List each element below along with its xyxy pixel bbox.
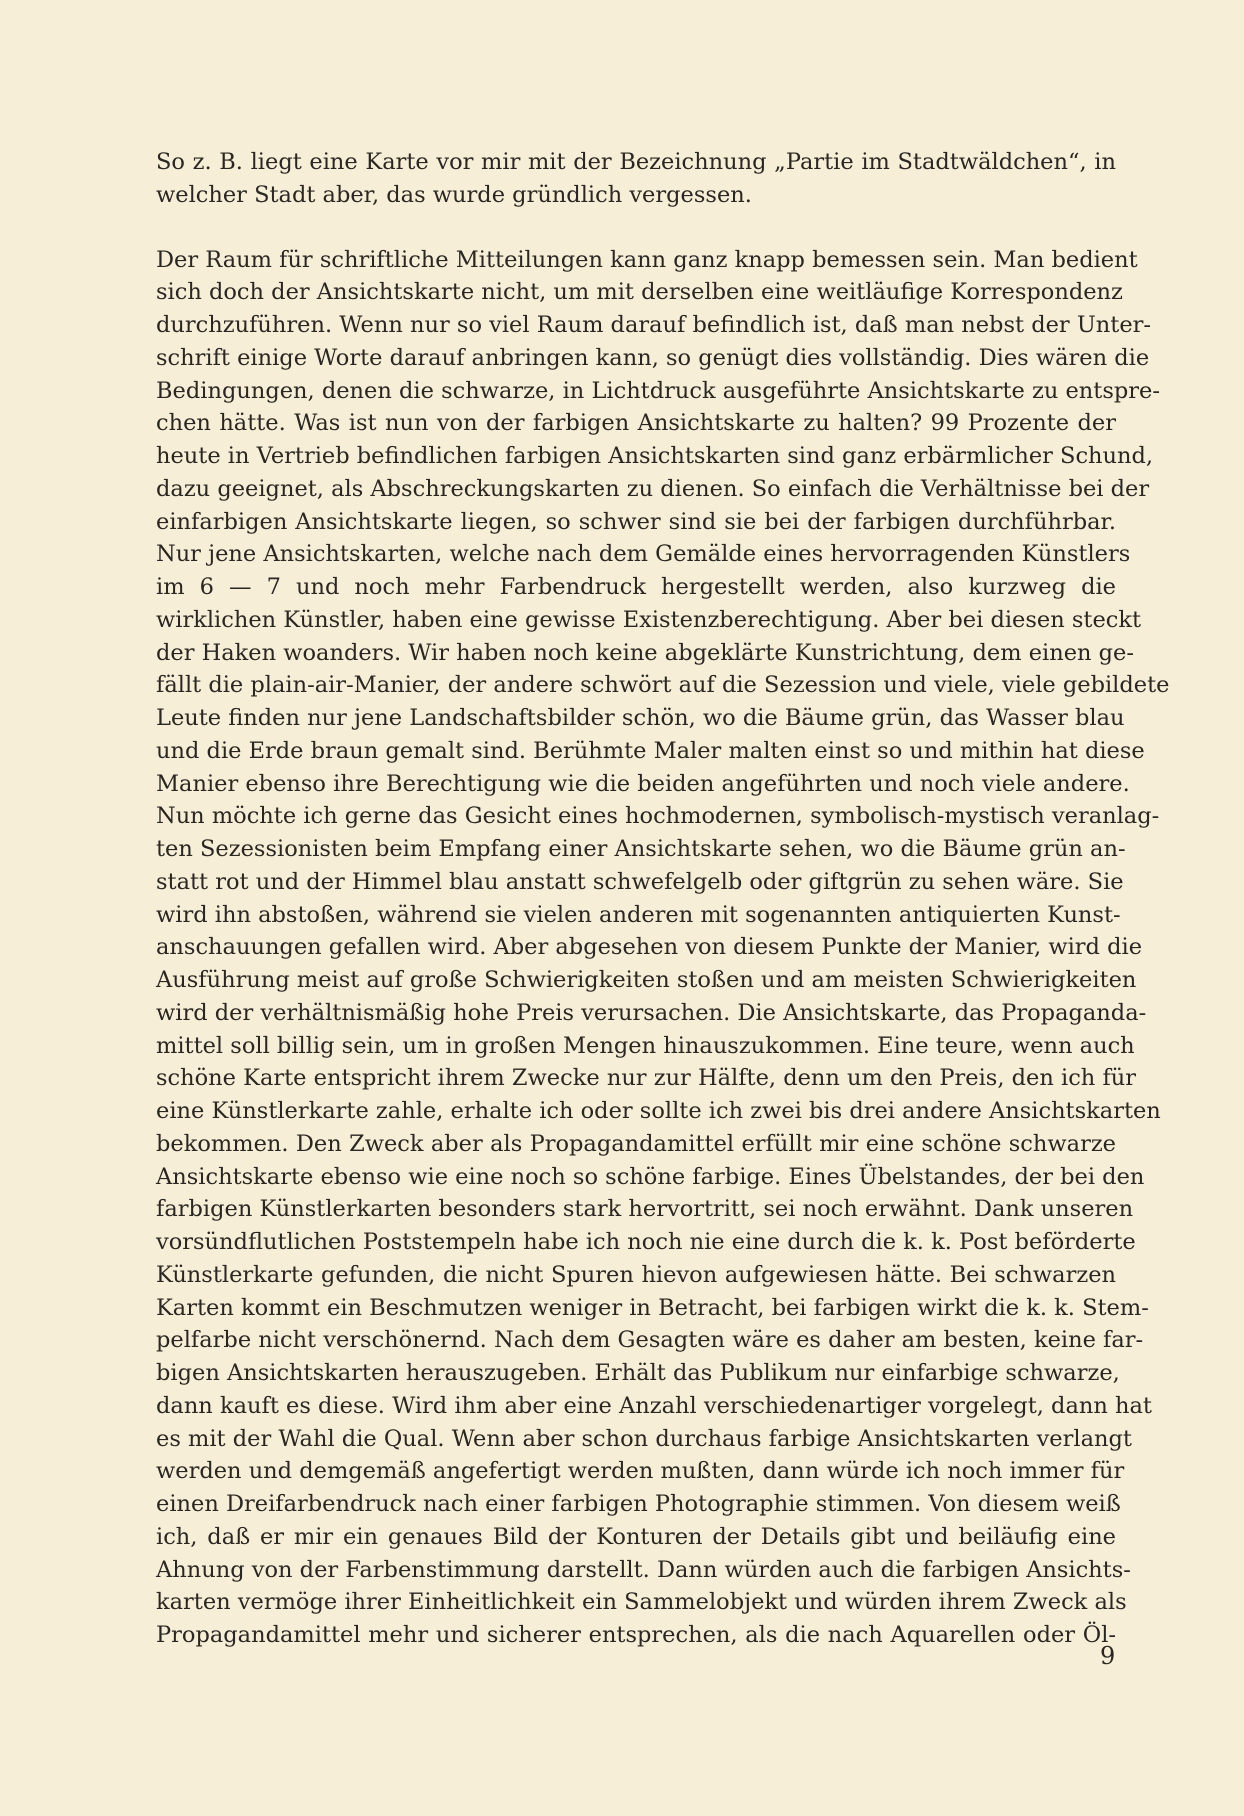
text-line: sich doch der Ansichtskarte nicht, um mit derselben eine weitläufige Korrespondenz (156, 279, 1123, 306)
paragraph-gap (156, 212, 1116, 244)
text-line: wird ihn abstoßen, während sie vielen anderen mit sogenannten antiquierten Kunst- (156, 901, 1121, 928)
text-line: Ahnung von der Farbenstimmung darstellt. Dann würden auch die farbigen Ansichts- (156, 1556, 1131, 1583)
text-line: mittel soll billig sein, um in großen Mengen hinauszukommen. Eine teure, wenn auch (156, 1032, 1135, 1059)
text-line: eine Künstlerkarte zahle, erhalte ich oder sollte ich zwei bis drei andere Ansichtskarten (156, 1098, 1161, 1124)
text-line: durchzuführen. Wenn nur so viel Raum darauf befindlich ist, daß man nebst der Unter- (156, 312, 1151, 338)
text-line: Leute finden nur jene Landschaftsbilder schön, wo die Bäume grün, das Wasser blau (156, 705, 1125, 731)
text-line: Ausführung meist auf große Schwierigkeiten stoßen und am meisten Schwierigkeiten (156, 967, 1137, 993)
text-line: So z. B. liegt eine Karte vor mir mit der Bezeichnung „Partie im Stadtwäldchen“, in (156, 149, 1116, 175)
text-line: der Haken woanders. Wir haben noch keine abgeklärte Kunstrichtung, dem einen ge- (156, 639, 1134, 666)
text-line: vorsündflutlichen Poststempeln habe ich noch nie eine durch die k. k. Post beförderte (156, 1229, 1136, 1255)
text-line: heute in Vertrieb befindlichen farbigen Ansichtskarten sind ganz erbärmlicher Schund, (156, 443, 1154, 469)
text-line: farbigen Künstlerkarten besonders stark hervortritt, sei noch erwähnt. Dank unseren (156, 1196, 1134, 1223)
text-line: schöne Karte entspricht ihrem Zwecke nur zur Hälfte, denn um den Preis, den ich für (156, 1065, 1137, 1092)
page-number: 9 (1100, 1642, 1116, 1670)
text-line: anschauungen gefallen wird. Aber abgesehen von diesem Punkte der Manier, wird die (156, 934, 1143, 961)
text-line: einen Dreifarbendruck nach einer farbigen Photographie stimmen. Von diesem weiß (156, 1491, 1121, 1517)
text-line: dazu geeignet, als Abschreckungskarten zu dienen. So einfach die Verhältnisse bei der (156, 475, 1150, 502)
text-line: Ansichtskarte ebenso wie eine noch so schöne farbige. Eines Übelstandes, der bei den (156, 1163, 1145, 1190)
text-line: dann kauft es diese. Wird ihm aber eine Anzahl verschiedenartiger vorgelegt, dann hat (156, 1392, 1152, 1419)
text-line: statt rot und der Himmel blau anstatt schwefelgelb oder giftgrün zu sehen wäre. Sie (156, 868, 1124, 895)
text-line: welcher Stadt aber, das wurde gründlich vergessen. (156, 181, 752, 208)
paragraph-2 (156, 244, 1170, 1652)
text-line: werden und demgemäß angefertigt werden mußten, dann würde ich noch immer für (156, 1458, 1125, 1485)
text-line: Nun möchte ich gerne das Gesicht eines hochmodernen, symbolisch-mystisch veranlag- (156, 803, 1160, 830)
text-line: es mit der Wahl die Qual. Wenn aber schon durchaus farbige Ansichtskarten verlangt (156, 1425, 1132, 1452)
text-line: Nur jene Ansichtskarten, welche nach dem Gemälde eines hervorragenden Künstlers (156, 541, 1131, 568)
text-line: Künstlerkarte gefunden, die nicht Spuren hievon aufgewiesen hätte. Bei schwarzen (156, 1261, 1116, 1288)
text-line: bigen Ansichtskarten herauszugeben. Erhält das Publikum nur einfarbige schwarze, (156, 1360, 1120, 1386)
text-line: einfarbigen Ansichtskarte liegen, so schwer sind sie bei der farbigen durchführbar. (156, 508, 1116, 535)
text-line: Manier ebenso ihre Berechtigung wie die beiden angeführten und noch viele andere. (156, 770, 1130, 797)
text-line: schrift einige Worte darauf anbringen kann, so genügt dies vollständig. Dies wären die (156, 344, 1150, 371)
text-line: und die Erde braun gemalt sind. Berühmte Maler malten einst so und mithin hat diese (156, 737, 1145, 764)
text-line: fällt die plain-air-Manier, der andere schwört auf die Sezession und viele, viele gebildete (156, 672, 1170, 699)
text-line: bekommen. Den Zweck aber als Propagandamittel erfüllt mir eine schöne schwarze (156, 1130, 1116, 1157)
text-line: ich, daß er mir ein genaues Bild der Konturen der Details gibt und beiläufig eine (156, 1523, 1116, 1550)
text-line: chen hätte. Was ist nun von der farbigen Ansichtskarte zu halten? 99 Prozente der (156, 410, 1116, 437)
text-line: Bedingungen, denen die schwarze, in Lichtdruck ausgeführte Ansichtskarte zu entspre- (156, 377, 1160, 404)
text-line: Karten kommt ein Beschmutzen weniger in Betracht, bei farbigen wirkt die k. k. Stem- (156, 1294, 1149, 1321)
text-line: Propagandamittel mehr und sicherer entsprechen, als die nach Aquarellen oder Öl- (156, 1622, 1116, 1648)
text-line: im 6 — 7 und noch mehr Farbendruck hergestellt werden, also kurzweg die (156, 574, 1116, 600)
text-line: ten Sezessionisten beim Empfang einer Ansichtskarte sehen, wo die Bäume grün an- (156, 836, 1126, 862)
paragraph-1 (156, 146, 1116, 212)
text-line: wird der verhältnismäßig hohe Preis verursachen. Die Ansichtskarte, das Propaganda- (156, 999, 1147, 1026)
text-line: karten vermöge ihrer Einheitlichkeit ein Sammelobjekt und würden ihrem Zweck als (156, 1589, 1127, 1616)
text-line: wirklichen Künstler, haben eine gewisse Existenzberechtigung. Aber bei diesen steckt (156, 606, 1142, 633)
text-line: Der Raum für schriftliche Mitteilungen kann ganz knapp bemessen sein. Man bedient (156, 246, 1138, 273)
text-line: pelfarbe nicht verschönernd. Nach dem Gesagten wäre es daher am besten, keine far- (156, 1327, 1144, 1354)
text-column (156, 146, 1170, 1652)
